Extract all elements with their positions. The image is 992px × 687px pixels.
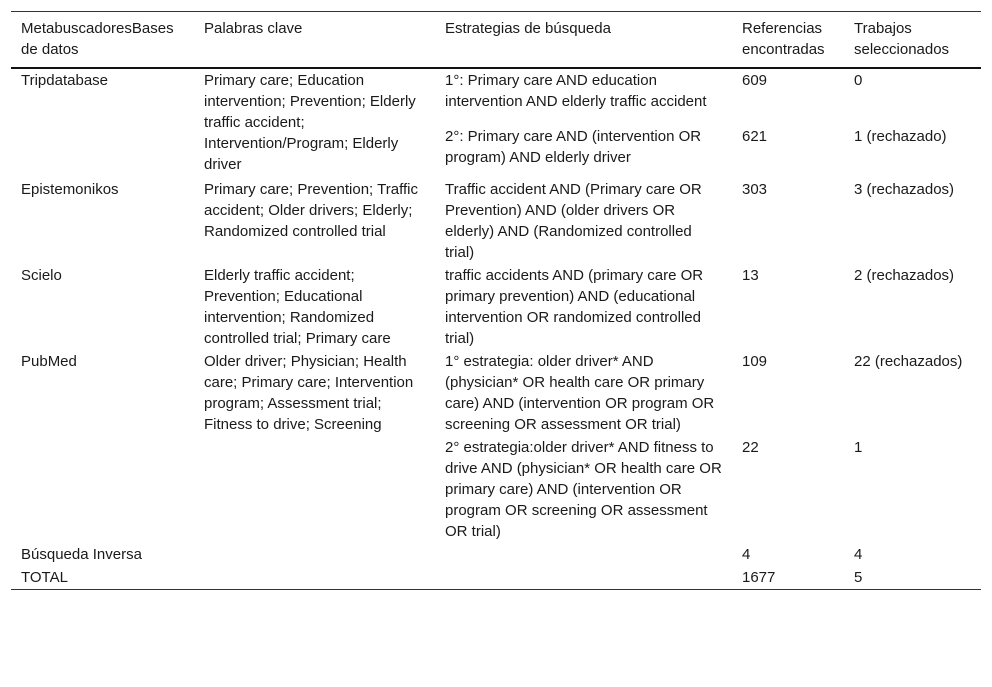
row-strategy: 2° estrategia:older driver* AND fitness to drive AND (physician* OR health care OR primary care) AND (intervention OR program OR screening OR assessment OR trial) xyxy=(445,439,722,540)
row-database-name: Epistemonikos xyxy=(21,181,119,198)
row-strategy xyxy=(435,543,732,566)
row-strategy: 1°: Primary care AND education intervention AND elderly traffic accident xyxy=(445,72,707,110)
table-row xyxy=(11,68,981,125)
header-selected-works: Trabajos seleccionados xyxy=(854,20,950,58)
table-row xyxy=(11,543,981,566)
row-selected: 1 xyxy=(854,439,863,456)
search-results-table xyxy=(11,11,981,590)
row-references: 13 xyxy=(742,267,759,284)
row-database-name: Scielo xyxy=(21,267,62,284)
row-keywords: Primary care; Prevention; Traffic accident; Older drivers; Elderly; Randomized controlled trial xyxy=(204,181,418,240)
row-database-name: Tripdatabase xyxy=(21,72,108,89)
row-references: 303 xyxy=(742,181,768,198)
total-label: TOTAL xyxy=(21,569,68,586)
table-row xyxy=(11,264,981,350)
row-strategy: traffic accidents AND (primary care OR primary prevention) AND (educational intervention OR randomized controlled trial) xyxy=(445,267,704,347)
header-keywords: Palabras clave xyxy=(204,20,303,37)
row-selected: 3 (rechazados) xyxy=(854,181,955,198)
header-strategies: Estrategias de búsqueda xyxy=(445,20,611,37)
row-strategy: 1° estrategia: older driver* AND (physician* OR health care OR primary care) AND (intervention OR program OR screening OR assessment OR trial) xyxy=(445,353,715,433)
table-total-row xyxy=(11,566,981,590)
row-references: 621 xyxy=(742,127,768,145)
row-references: 109 xyxy=(742,353,768,370)
row-database-name: PubMed xyxy=(21,353,77,370)
row-references: 22 xyxy=(742,439,759,456)
row-references: 609 xyxy=(742,72,768,89)
total-selected: 5 xyxy=(854,569,863,586)
row-strategy: Traffic accident AND (Primary care OR Prevention) AND (older drivers OR elderly) AND (Randomized controlled trial) xyxy=(445,181,702,261)
table-row xyxy=(11,178,981,264)
table-header-row xyxy=(11,12,981,69)
header-databases: MetabuscadoresBases de datos xyxy=(21,20,174,58)
row-keywords xyxy=(194,543,435,566)
search-results-table-container xyxy=(11,11,981,590)
row-keywords: Older driver; Physician; Health care; Primary care; Intervention program; Assessment trial; Fitness to drive; Screening xyxy=(204,353,414,433)
row-strategy: 2°: Primary care AND (intervention OR program) AND elderly driver xyxy=(445,127,702,166)
header-references-found: Referencias encontradas xyxy=(742,20,825,58)
table-row xyxy=(11,350,981,436)
row-selected: 4 xyxy=(854,546,863,563)
row-database-name: Búsqueda Inversa xyxy=(21,546,142,563)
row-selected: 2 (rechazados) xyxy=(854,267,955,284)
total-references: 1677 xyxy=(742,569,776,586)
row-keywords xyxy=(194,566,435,590)
row-selected: 22 (rechazados) xyxy=(854,353,963,370)
row-selected: 0 xyxy=(854,72,863,89)
row-keywords: Elderly traffic accident; Prevention; Educational intervention; Randomized controlled trial; Primary care xyxy=(204,267,391,347)
row-keywords: Primary care; Education intervention; Prevention; Elderly traffic accident; Intervention/Program; Elderly driver xyxy=(204,72,416,173)
row-selected: 1 (rechazado) xyxy=(854,127,947,145)
row-references: 4 xyxy=(742,546,751,563)
row-strategy xyxy=(435,566,732,590)
